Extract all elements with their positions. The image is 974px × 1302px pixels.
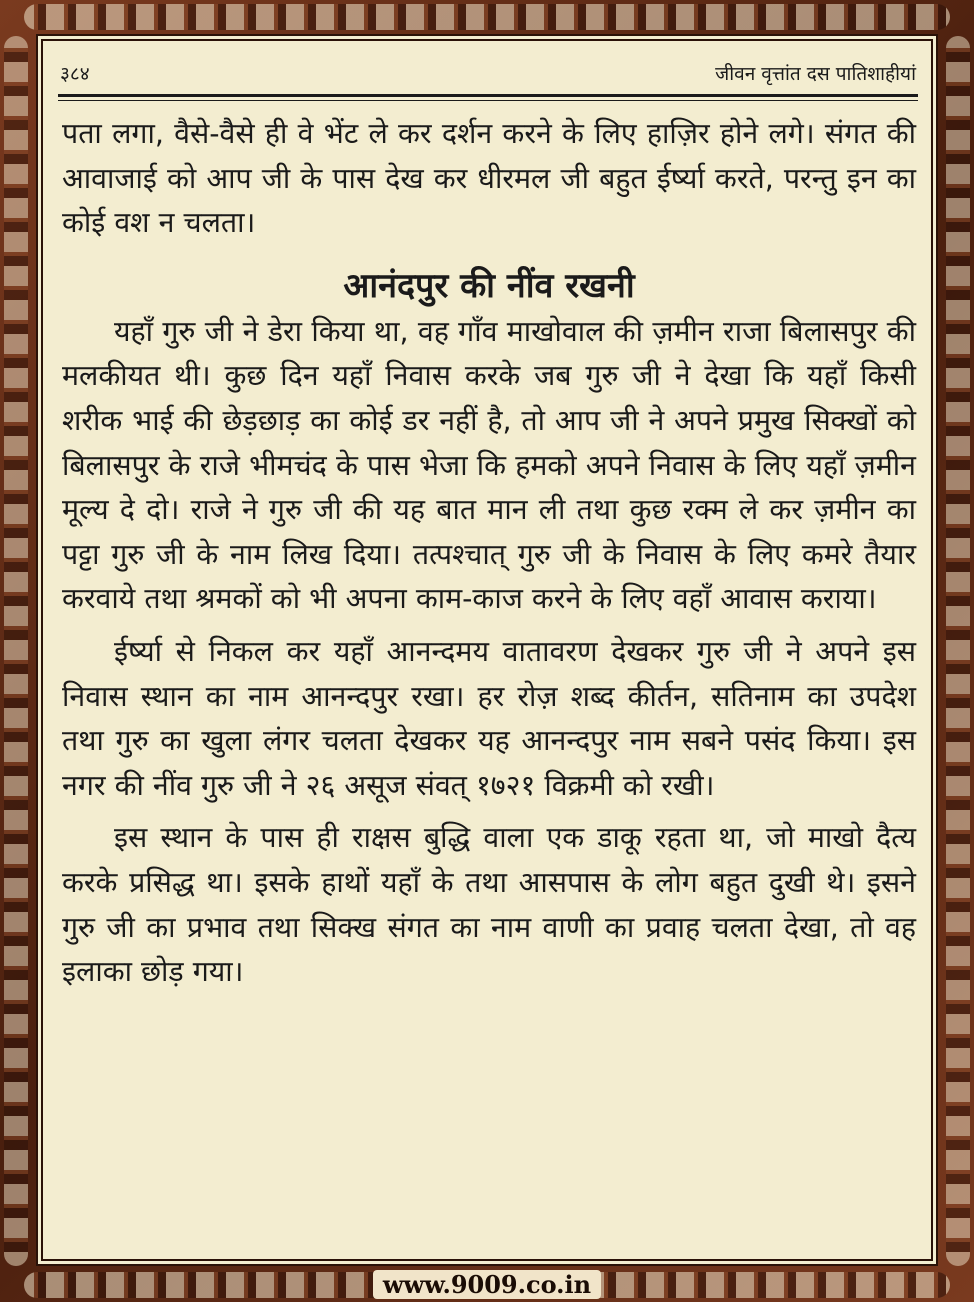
header-rule-thick: [58, 94, 918, 97]
running-title: जीवन वृत्तांत दस पातिशाहीयां: [715, 63, 916, 85]
paragraph-4: इस स्थान के पास ही राक्षस बुद्धि वाला एक डाकू रहता था, जो माखो दैत्य करके प्रसिद्ध था। इसके हाथों यहाँ के तथा आसपास के लोग बहुत दुखी थे। इसने गुरु जी का प्रभाव तथा सिक्ख संगत का नाम वाणी का प्रवाह चलता देखा, तो वह इलाका छोड़ गया।: [62, 821, 916, 989]
paragraph-3: ईर्ष्या से निकल कर यहाँ आनन्दमय वातावरण देखकर गुरु जी ने अपने इस निवास स्थान का नाम आनन्दपुर रखा। हर रोज़ शब्द कीर्तन, सतिनाम का उपदेश तथा गुरु का खुला लंगर चलता देखकर यह आनन्दपुर नाम सबने पसंद किया। इस नगर की नींव गुरु जी ने २६ असूज संवत् १७२१ विक्रमी को रखी।: [62, 634, 916, 802]
book-page: [36, 34, 938, 1266]
right-border-ornament: [946, 36, 970, 1266]
section-heading: आनंदपुर की नींव रखनी: [343, 265, 635, 306]
page-footer: [0, 1268, 974, 1302]
page-number: ३८४: [60, 63, 90, 85]
header-rule-thin: [58, 100, 918, 101]
page-body: [62, 112, 916, 995]
left-border-ornament: [4, 36, 28, 1266]
paragraph-2: यहाँ गुरु जी ने डेरा किया था, वह गाँव माखोवाल की ज़मीन राजा बिलासपुर की मलकीयत थी। कुछ दिन यहाँ निवास करके जब गुरु जी ने देखा कि यहाँ किसी शरीक भाई की छेड़छाड़ का कोई डर नहीं है, तो आप जी ने अपने प्रमुख सिक्खों को बिलासपुर के राजे भीमचंद के पास भेजा कि हमको अपने निवास के लिए यहाँ ज़मीन मूल्य दे दो। राजे ने गुरु जी की यह बात मान ली तथा कुछ रक्म ले कर ज़मीन का पट्टा गुरु जी के नाम लिख दिया। तत्पश्चात् गुरु जी के निवास के लिए कमरे तैयार करवाये तथा श्रमकों को भी अपना काम-काज करने के लिए वहाँ आवास कराया।: [62, 314, 916, 616]
paragraph-1: पता लगा, वैसे-वैसे ही वे भेंट ले कर दर्शन करने के लिए हाज़िर होने लगे। संगत की आवाजाई को आप जी के पास देख कर धीरमल जी बहुत ईर्ष्या करते, परन्तु इन का कोई वश न चलता।: [62, 117, 916, 240]
top-border-ornament: [24, 4, 950, 30]
website-url: www.9009.co.in: [373, 1270, 601, 1299]
page-header: [60, 60, 916, 88]
